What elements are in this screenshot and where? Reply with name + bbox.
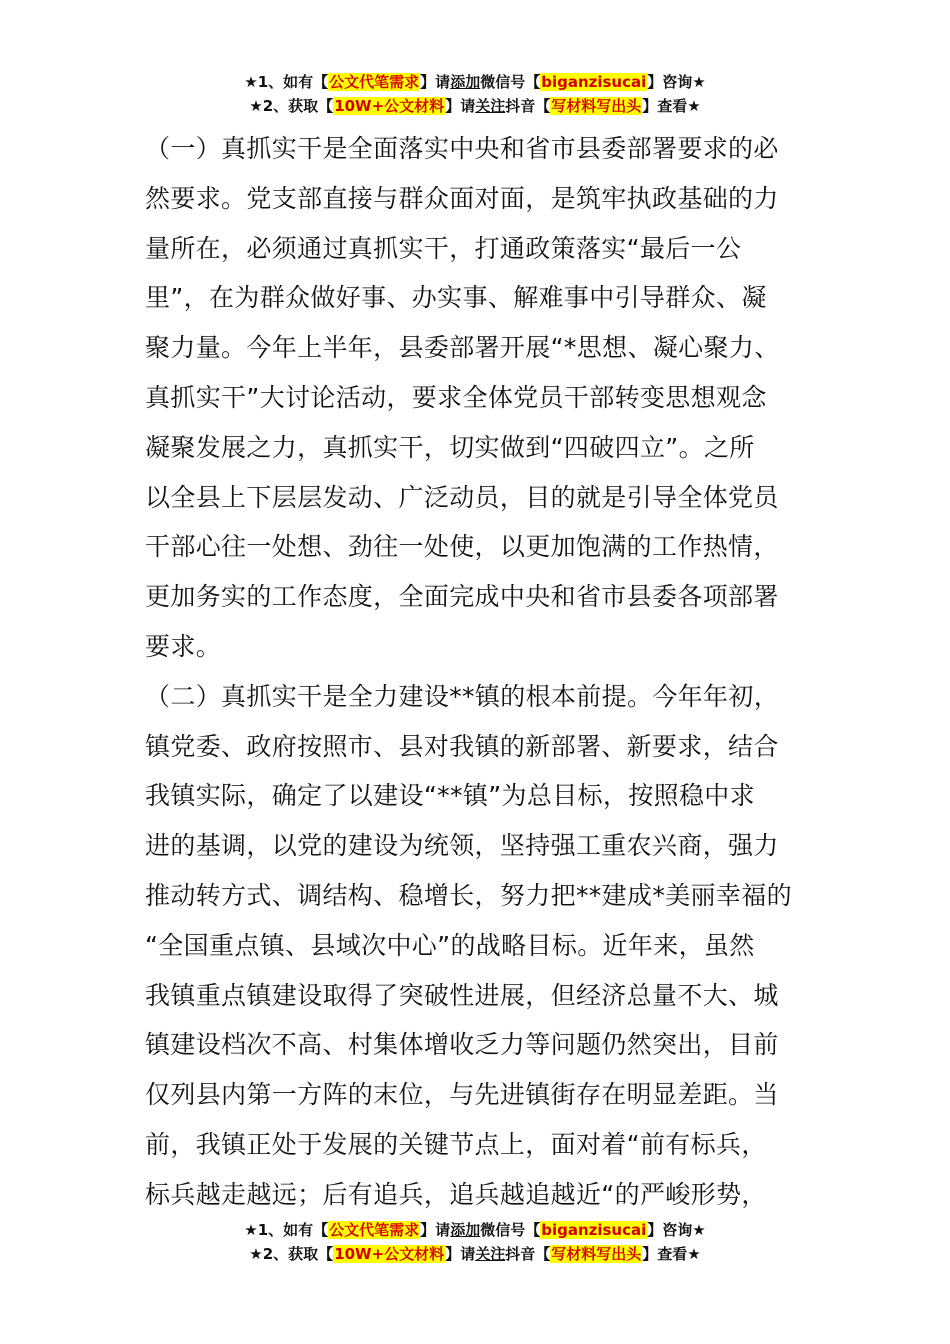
- banner-text: ★2、获取【: [249, 97, 334, 115]
- banner-text: 】请: [420, 73, 451, 91]
- highlight-materials: 10W+公文材料: [334, 1245, 445, 1263]
- body-line: 以全县上下层层发动、广泛动员，目的就是引导全体党员: [145, 482, 779, 512]
- highlight-douyin-id: 写材料写出头: [551, 97, 642, 115]
- banner-line-2: [0, 94, 950, 118]
- body-line: 进的基调，以党的建设为统领，坚持强工重农兴商，强力: [145, 831, 779, 861]
- banner-text: 】请: [445, 1245, 476, 1263]
- underlined-text: 关注: [475, 1245, 506, 1263]
- highlight-douyin-id: 写材料写出头: [551, 1245, 642, 1263]
- body-line: 干部心往一处想、劲往一处使，以更加饱满的工作热情，: [145, 532, 779, 562]
- banner-text: 】查看★: [642, 1245, 701, 1263]
- body-line: 聚力量。今年上半年，县委部署开展“*思想、凝心聚力、: [145, 333, 780, 363]
- banner-text: 微信号【: [480, 73, 541, 91]
- underlined-text: 添加: [450, 73, 481, 91]
- banner-text: 微信号【: [480, 1221, 541, 1239]
- banner-line-2: [0, 1242, 950, 1266]
- underlined-text: 添加: [450, 1221, 481, 1239]
- banner-text: 】请: [420, 1221, 451, 1239]
- banner-line-1: [0, 70, 950, 94]
- body-line: 仅列县内第一方阵的末位，与先进镇街存在明显差距。当: [145, 1080, 779, 1110]
- highlight-wechat-id: biganzisucai: [541, 73, 647, 91]
- banner-text: ★1、如有【: [244, 1221, 329, 1239]
- underlined-text: 关注: [475, 97, 506, 115]
- body-line: 镇建设档次不高、村集体增收乏力等问题仍然突出，目前: [145, 1030, 779, 1060]
- body-line: 量所在，必须通过真抓实干，打通政策落实“最后一公: [145, 233, 742, 263]
- body-line: “全国重点镇、县域次中心”的战略目标。近年来，虽然: [145, 930, 755, 960]
- highlight-service: 公文代笔需求: [329, 73, 420, 91]
- document-body: [145, 124, 809, 1220]
- footer-banner: [0, 1218, 950, 1266]
- banner-text: 抖音【: [505, 1245, 551, 1263]
- body-line: 推动转方式、调结构、稳增长，努力把**建成*美丽幸福的: [145, 880, 792, 910]
- banner-text: 】查看★: [642, 97, 701, 115]
- body-line: 真抓实干”大讨论活动，要求全体党员干部转变思想观念: [145, 382, 767, 412]
- body-line: 我镇实际，确定了以建设“**镇”为总目标，按照稳中求: [145, 781, 756, 811]
- body-line: （一）真抓实干是全面落实中央和省市县委部署要求的必: [145, 134, 779, 163]
- banner-text: 】咨询★: [647, 1221, 706, 1239]
- banner-text: ★2、获取【: [249, 1245, 334, 1263]
- body-line: 我镇重点镇建设取得了突破性进展，但经济总量不大、城: [145, 980, 779, 1010]
- body-line: 前，我镇正处于发展的关键节点上，面对着“前有标兵，: [145, 1129, 767, 1159]
- body-line: 标兵越走越远；后有追兵，追兵越追越近“的严峻形势，: [145, 1179, 767, 1209]
- banner-text: 】请: [445, 97, 476, 115]
- body-line: 更加务实的工作态度，全面完成中央和省市县委各项部署: [145, 582, 779, 612]
- banner-text: 抖音【: [505, 97, 551, 115]
- banner-text: 】咨询★: [647, 73, 706, 91]
- body-line: （二）真抓实干是全力建设**镇的根本前提。今年年初，: [145, 681, 780, 711]
- body-line: 然要求。党支部直接与群众面对面，是筑牢执政基础的力: [145, 183, 779, 213]
- highlight-wechat-id: biganzisucai: [541, 1221, 647, 1239]
- banner-text: ★1、如有【: [244, 73, 329, 91]
- highlight-materials: 10W+公文材料: [334, 97, 445, 115]
- banner-line-1: [0, 1218, 950, 1242]
- highlight-service: 公文代笔需求: [329, 1221, 420, 1239]
- body-line: 凝聚发展之力，真抓实干，切实做到“四破四立”。之所: [145, 432, 755, 462]
- body-line: 里”，在为群众做好事、办实事、解难事中引导群众、凝: [145, 283, 767, 313]
- header-banner: [0, 70, 950, 118]
- body-line: 镇党委、政府按照市、县对我镇的新部署、新要求，结合: [145, 731, 779, 761]
- body-line: 要求。: [145, 631, 222, 661]
